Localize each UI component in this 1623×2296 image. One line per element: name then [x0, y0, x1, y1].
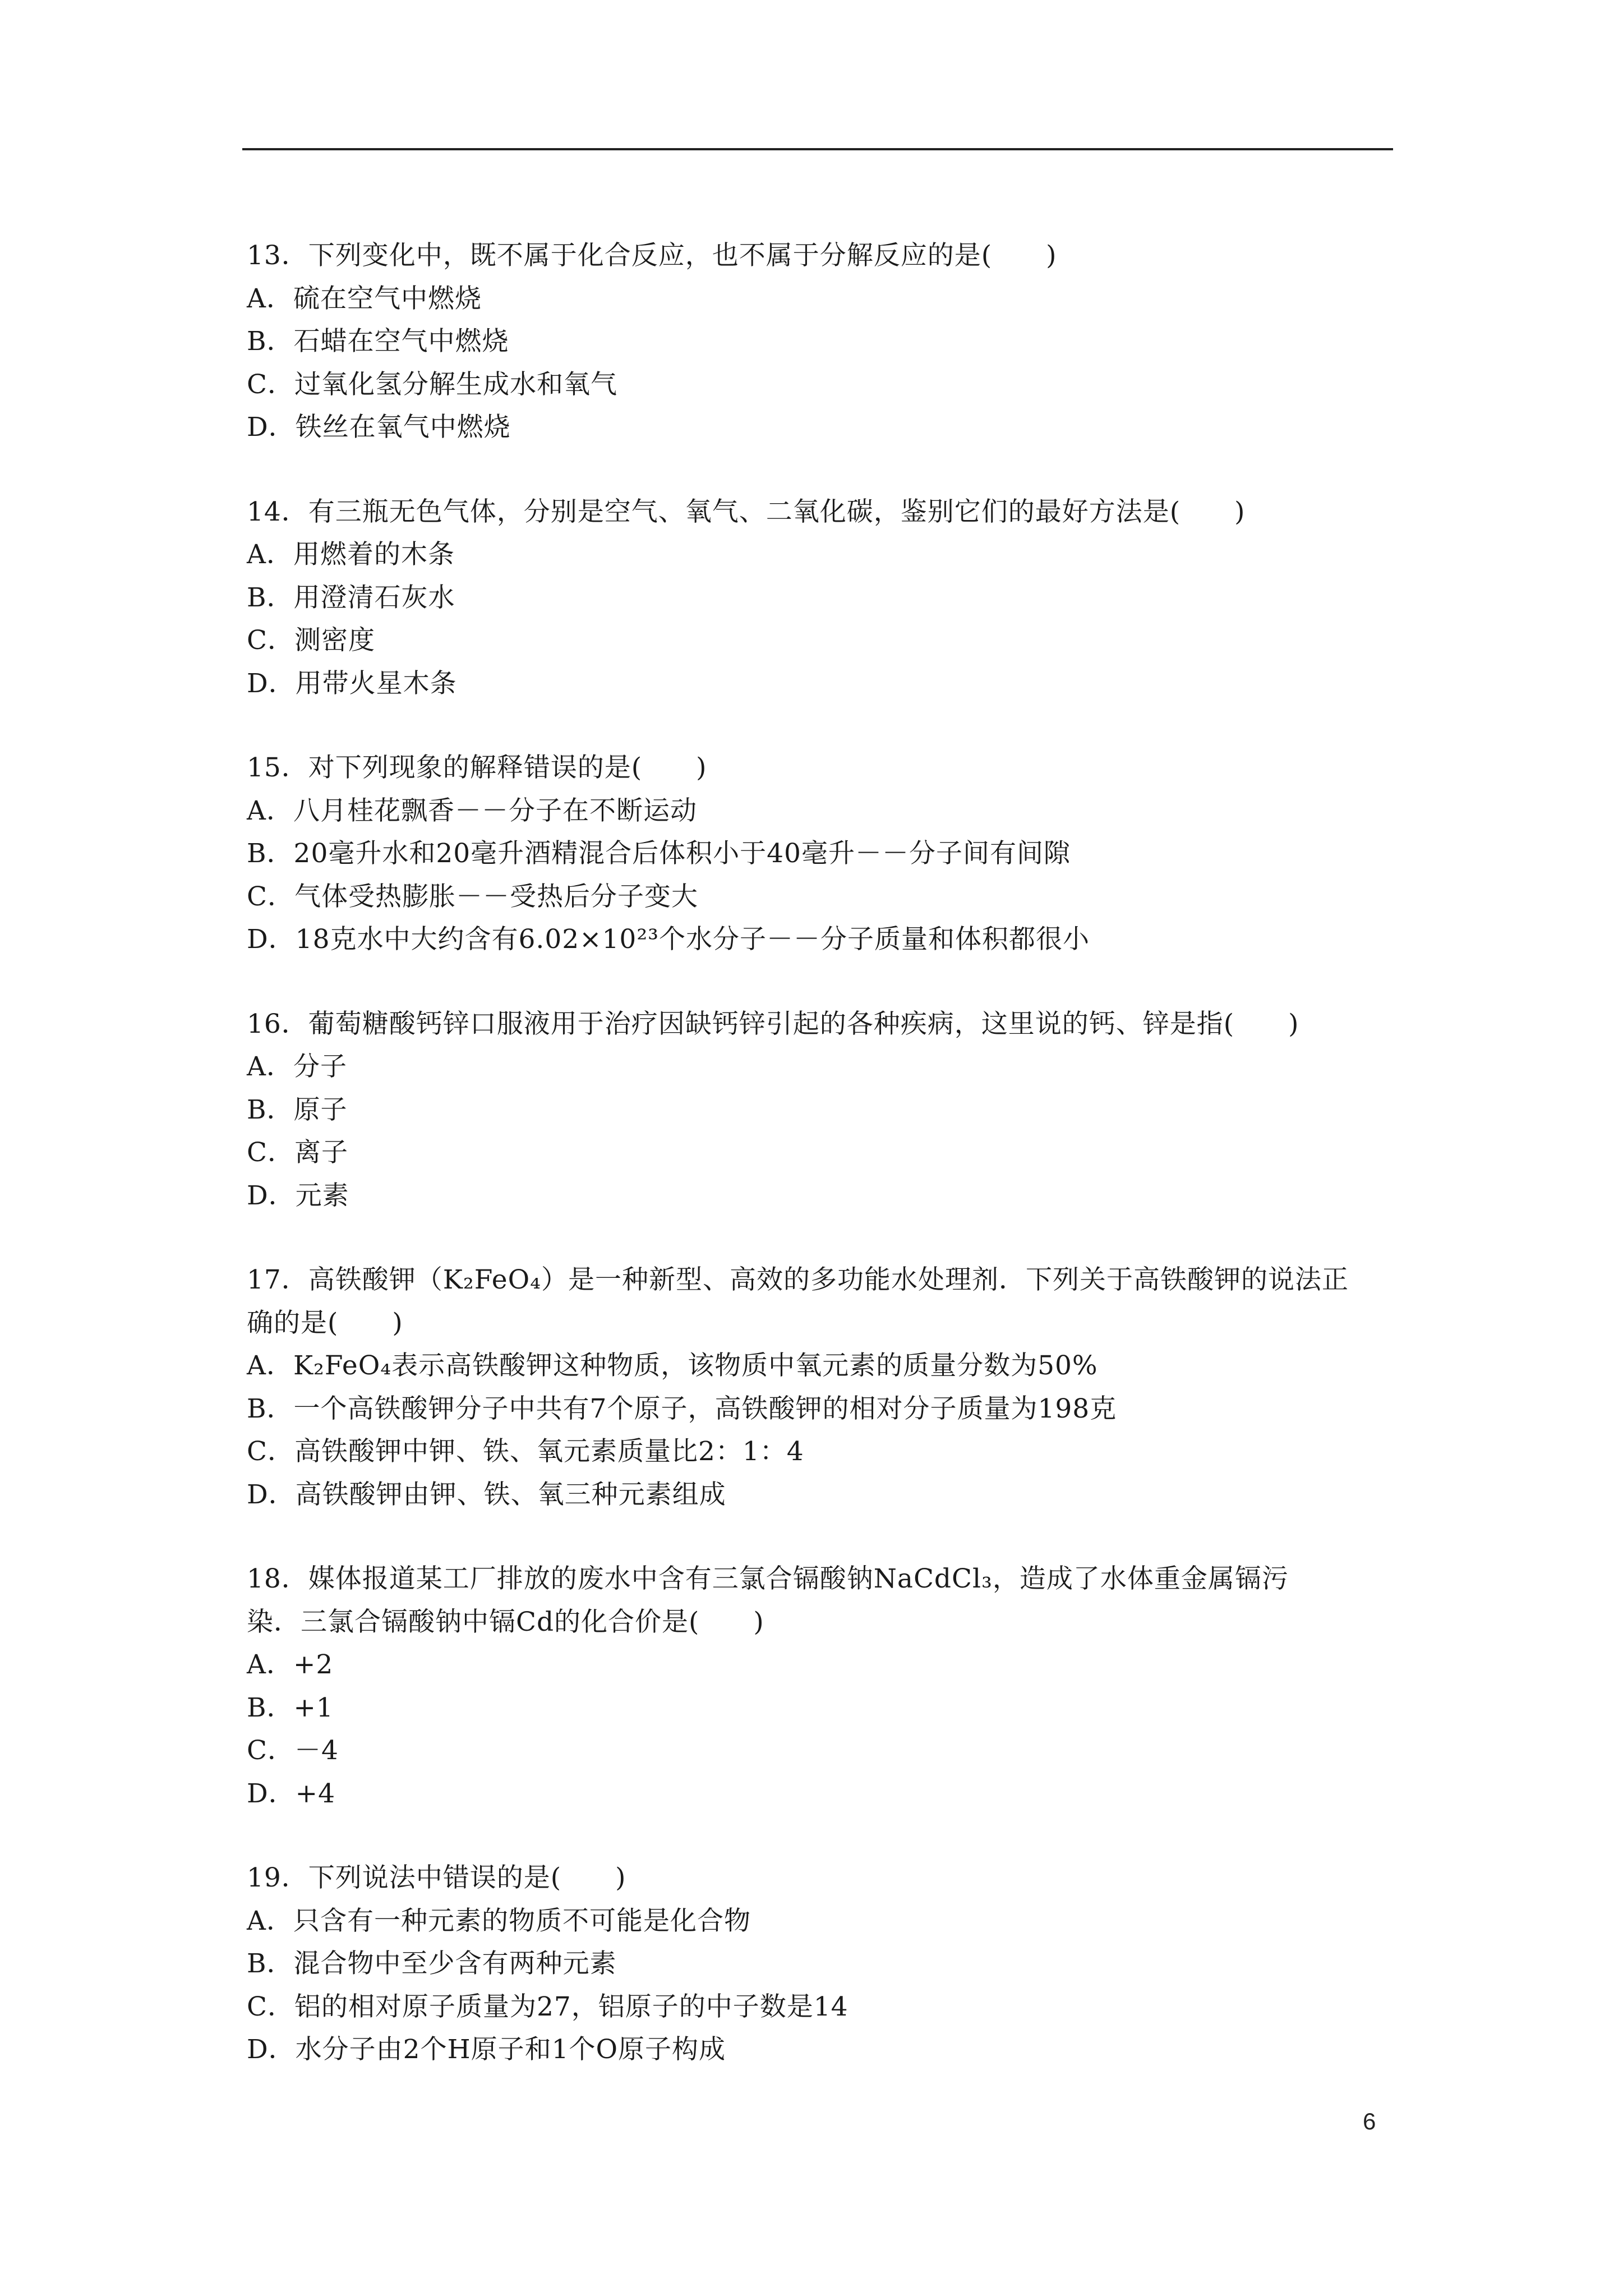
option-c: C．测密度: [247, 625, 375, 656]
option-d: D．元素: [247, 1180, 349, 1211]
option-a: A．用燃着的木条: [247, 539, 455, 570]
question-stem: 17．高铁酸钾（K₂FeO₄）是一种新型、高效的多功能水处理剂．下列关于高铁酸钾的说法正: [247, 1264, 1349, 1295]
question-list: [247, 234, 1396, 2072]
question-17: [247, 1259, 1396, 1516]
option-c: C．－4: [247, 1735, 339, 1766]
option-d: D．+4: [247, 1778, 335, 1809]
question-19: [247, 1857, 1396, 2072]
option-d: D．铁丝在氧气中燃烧: [247, 412, 511, 443]
page-number: 6: [1363, 2108, 1376, 2134]
option-d: D．18克水中大约含有6.02×10²³个水分子－－分子质量和体积都很小: [247, 924, 1090, 955]
option-b: B．用澄清石灰水: [247, 582, 455, 613]
question-stem-continued: 确的是( ): [247, 1307, 403, 1338]
option-c: C．过氧化氢分解生成水和氧气: [247, 369, 617, 400]
option-b: B．20毫升水和20毫升酒精混合后体积小于40毫升－－分子间有间隙: [247, 838, 1071, 869]
option-c: C．离子: [247, 1137, 348, 1168]
option-b: B．混合物中至少含有两种元素: [247, 1948, 617, 1979]
option-a: A．硫在空气中燃烧: [247, 283, 482, 314]
question-13: [247, 234, 1396, 449]
question-stem: 18．媒体报道某工厂排放的废水中含有三氯合镉酸钠NaCdCl₃，造成了水体重金属镉污: [247, 1563, 1289, 1594]
option-d: D．水分子由2个H原子和1个O原子构成: [247, 2034, 726, 2065]
option-a: A．K₂FeO₄表示高铁酸钾这种物质，该物质中氧元素的质量分数为50%: [247, 1350, 1098, 1381]
question-stem: 14．有三瓶无色气体，分别是空气、氧气、二氧化碳，鉴别它们的最好方法是( ): [247, 496, 1246, 527]
option-b: B．一个高铁酸钾分子中共有7个原子，高铁酸钾的相对分子质量为198克: [247, 1393, 1117, 1424]
option-d: D．高铁酸钾由钾、铁、氧三种元素组成: [247, 1479, 726, 1510]
question-stem: 13．下列变化中，既不属于化合反应，也不属于分解反应的是( ): [247, 240, 1057, 271]
option-d: D．用带火星木条: [247, 668, 457, 699]
option-c: C．气体受热膨胀－－受热后分子变大: [247, 881, 698, 912]
option-a: A．分子: [247, 1051, 347, 1082]
option-b: B．+1: [247, 1692, 334, 1723]
question-16: [247, 1003, 1396, 1218]
option-a: A．只含有一种元素的物质不可能是化合物: [247, 1905, 751, 1936]
option-b: B．原子: [247, 1094, 348, 1125]
question-stem-continued: 染．三氯合镉酸钠中镉Cd的化合价是( ): [247, 1606, 764, 1637]
question-14: [247, 491, 1396, 706]
header-rule: [242, 148, 1393, 150]
option-a: A．+2: [247, 1649, 334, 1680]
question-stem: 15．对下列现象的解释错误的是( ): [247, 752, 707, 783]
question-stem: 16．葡萄糖酸钙锌口服液用于治疗因缺钙锌引起的各种疾病，这里说的钙、锌是指( ): [247, 1008, 1299, 1039]
question-stem: 19．下列说法中错误的是( ): [247, 1862, 626, 1893]
question-15: [247, 747, 1396, 961]
option-c: C．高铁酸钾中钾、铁、氧元素质量比2：1：4: [247, 1436, 804, 1467]
option-a: A．八月桂花飘香－－分子在不断运动: [247, 795, 697, 826]
option-b: B．石蜡在空气中燃烧: [247, 326, 509, 357]
option-c: C．铝的相对原子质量为27，铝原子的中子数是14: [247, 1991, 849, 2022]
question-18: [247, 1558, 1396, 1815]
